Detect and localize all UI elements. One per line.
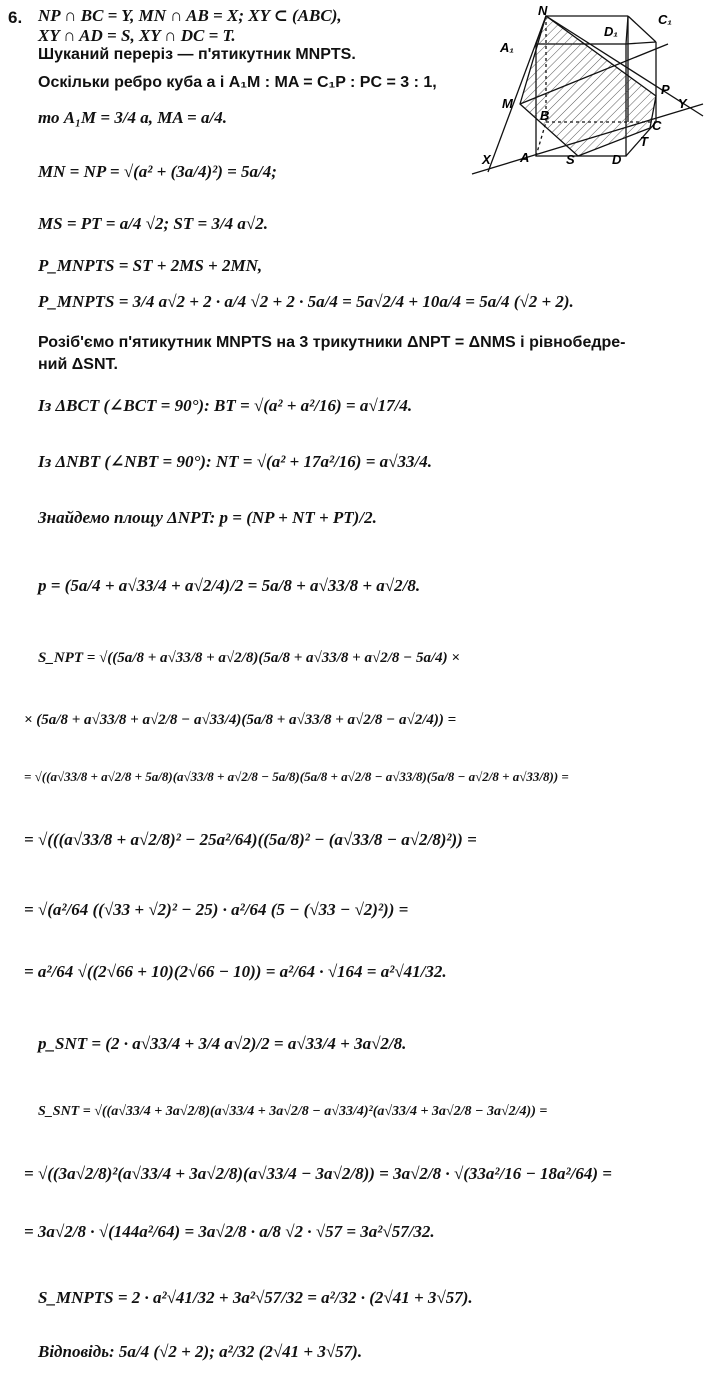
label-B: B	[540, 108, 550, 123]
line-2: XY ∩ AD = S, XY ∩ DC = T.	[38, 26, 236, 45]
label-T: T	[640, 134, 648, 149]
label-C: C	[652, 118, 662, 133]
line-18: = √((a√33/8 + a√2/8 + 5a/8)(a√33/8 + a√2/8 − 5a/8)(5a/8 + a√2/8 − a√33/8)(5a/8 − a√2/8 + a√33/8)) =	[24, 769, 569, 784]
label-A1: A₁	[500, 40, 514, 55]
line-20: = √(a²/64 ((√33 + √2)² − 25) · a²/64 (5 − (√33 − √2)²)) =	[24, 900, 409, 919]
answer-line: Відповідь: 5a/4 (√2 + 2); a²/32 (2√41 + 3√57).	[38, 1342, 363, 1361]
label-A: A	[520, 150, 530, 165]
line-5: то A₁M = 3/4 a, MA = a/4.	[38, 108, 227, 127]
line-19: = √(((a√33/8 + a√2/8)² − 25a²/64)((5a/8)² − (a√33/8 − a√2/8)²)) =	[24, 830, 477, 849]
line-17: × (5a/8 + a√33/8 + a√2/8 − a√33/4)(5a/8 + a√33/8 + a√2/8 − a√2/4)) =	[24, 712, 457, 728]
line-25: = 3a√2/8 · √(144a²/64) = 3a√2/8 · a/8 √2 · √57 = 3a²√57/32.	[24, 1222, 435, 1241]
label-X: X	[482, 152, 491, 167]
line-11: ний ΔSNT.	[38, 356, 118, 373]
line-8: P_MNPTS = ST + 2MS + 2MN,	[38, 256, 263, 275]
label-Y: Y	[678, 96, 687, 111]
line-26: S_MNPTS = 2 · a²√41/32 + 3a²√57/32 = a²/32 · (2√41 + 3√57).	[38, 1288, 473, 1307]
line-13: Із ΔNBT (∠NBT = 90°): NT = √(a² + 17a²/16) = a√33/4.	[38, 452, 432, 471]
label-D: D	[612, 152, 622, 167]
line-23: S_SNT = √((a√33/4 + 3a√2/8)(a√33/4 + 3a√2/8 − a√33/4)²(a√33/4 + 3a√2/8 − 3a√2/4)) =	[38, 1104, 548, 1119]
label-P: P	[661, 82, 670, 97]
line-16: S_NPT = √((5a/8 + a√33/8 + a√2/8)(5a/8 + a√33/8 + a√2/8 − 5a/4) ×	[38, 650, 460, 666]
label-C1: C₁	[658, 12, 672, 27]
line-22: p_SNT = (2 · a√33/4 + 3/4 a√2)/2 = a√33/4 + 3a√2/8.	[38, 1034, 407, 1053]
cube-figure	[468, 4, 718, 184]
line-10: Розіб'ємо п'ятикутник MNPTS на 3 трикутники ΔNPT = ΔNMS і рівнобедре-	[38, 334, 626, 351]
line-24: = √((3a√2/8)²(a√33/4 + 3a√2/8)(a√33/4 − 3a√2/8)) = 3a√2/8 · √(33a²/16 − 18a²/64) =	[24, 1164, 612, 1183]
line-12: Із ΔBCT (∠BCT = 90°): BT = √(a² + a²/16) = a√17/4.	[38, 396, 413, 415]
line-1: NP ∩ BC = Y, MN ∩ AB = X; XY ⊂ (ABC),	[38, 6, 342, 25]
line-9: P_MNPTS = 3/4 a√2 + 2 · a/4 √2 + 2 · 5a/4 = 5a√2/4 + 10a/4 = 5a/4 (√2 + 2).	[38, 292, 574, 311]
label-D1: D₁	[604, 24, 618, 39]
line-15: p = (5a/4 + a√33/4 + a√2/4)/2 = 5a/8 + a√33/8 + a√2/8.	[38, 576, 421, 595]
line-7: MS = PT = a/4 √2; ST = 3/4 a√2.	[38, 214, 269, 233]
line-6: MN = NP = √(a² + (3a/4)²) = 5a/4;	[38, 162, 277, 181]
label-M: M	[502, 96, 513, 111]
line-14: Знайдемо площу ΔNPT: p = (NP + NT + PT)/2.	[38, 508, 377, 527]
problem-number: 6.	[8, 8, 23, 27]
label-N: N	[538, 4, 548, 18]
line-3: Шуканий переріз — п'ятикутник MNPTS.	[38, 46, 356, 63]
line-21: = a²/64 √((2√66 + 10)(2√66 − 10)) = a²/64 · √164 = a²√41/32.	[24, 962, 447, 981]
line-4: Оскільки ребро куба a і A₁M : MA = C₁P : PC = 3 : 1,	[38, 74, 437, 91]
label-S: S	[566, 152, 575, 167]
